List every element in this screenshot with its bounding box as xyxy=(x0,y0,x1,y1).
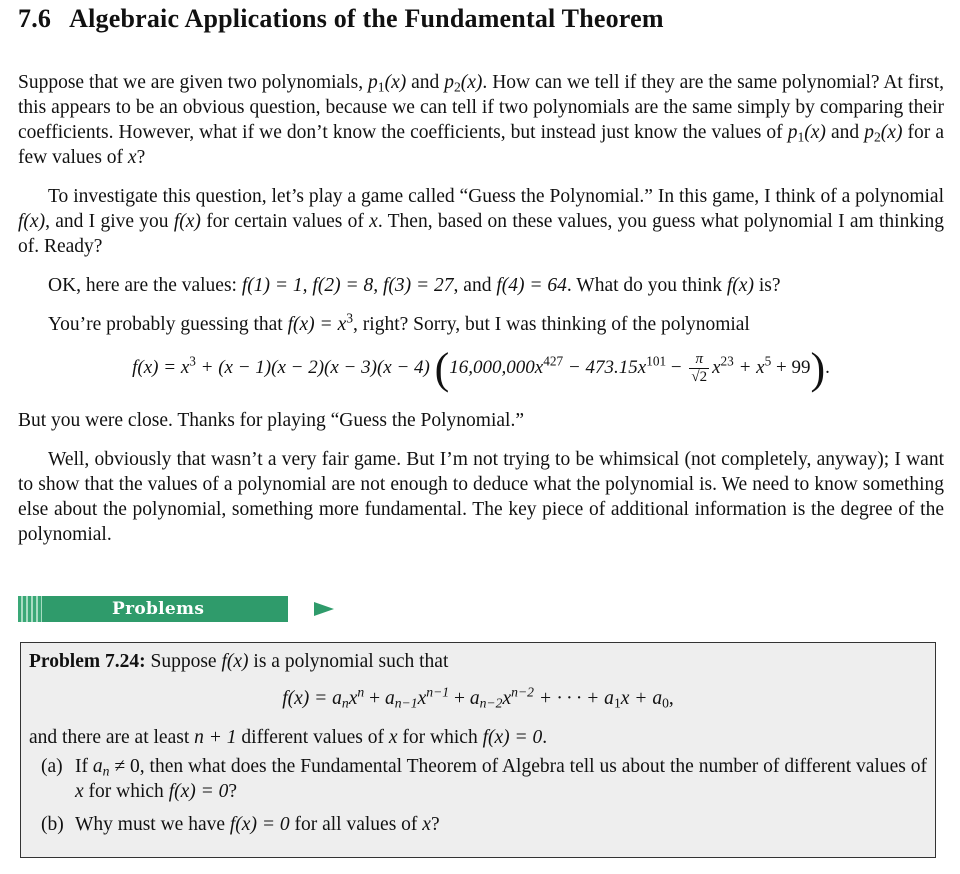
math-fx: f(x) xyxy=(726,275,754,296)
paragraph-close: But you were close. Thanks for playing “Guess the Polynomial.” xyxy=(18,410,525,431)
eq-sup: n xyxy=(357,684,365,700)
problem-equation: $f(x) = a_nx^n + a_{n-1}x^{n-1} + a_{n-2}x^{n-2}$ + · · · + $a_1x + a_0$, xyxy=(282,684,674,711)
text-run: ? xyxy=(430,814,440,835)
text-run: Suppose that we are given two polynomials, xyxy=(18,72,368,93)
eq-sub: n−1 xyxy=(394,695,418,711)
problem-condition xyxy=(29,725,927,750)
eq-sup: 23 xyxy=(720,353,734,369)
text-run: for certain values of xyxy=(200,211,370,232)
text-run: , and xyxy=(453,275,497,296)
eq-part: x xyxy=(712,356,721,378)
paragraph-degree: Well, obviously that wasn’t a very fair game. But I’m not trying to be whimsical (not completely, anyway); I want to show that the values of a polynomial are not enough to deduce what the polynomial is. We need to know something else about the polynomial, something more fundamental. The key piece of additional information is the degree of the polynomial. xyxy=(18,449,944,545)
math-n1: n + 1 xyxy=(194,727,237,748)
section-heading xyxy=(18,4,664,34)
problem-label: Problem 7.24: xyxy=(29,651,146,672)
eq-sup: 5 xyxy=(764,353,772,369)
text-run: is a polynomial such that xyxy=(248,651,449,672)
math-p: p xyxy=(864,122,874,143)
eq-sup: 3 xyxy=(189,353,196,369)
eq-sub: n xyxy=(341,695,349,711)
math-x: x xyxy=(127,147,137,168)
text-run: . xyxy=(542,727,548,748)
text-run: . Then, based on these values, you guess what polynomial I am thinking of. Ready? xyxy=(18,211,944,257)
problem-part-a xyxy=(29,754,927,804)
eq-part: . xyxy=(825,356,830,378)
eq-sup: 101 xyxy=(646,353,667,369)
part-text xyxy=(75,754,927,804)
eq-part: + (x − 1)(x − 2)(x − 3)(x − 4) xyxy=(195,356,430,378)
math-sub: 2 xyxy=(453,79,461,95)
eq-sub: 1 xyxy=(613,695,621,711)
eq-part: + · · · + a xyxy=(533,688,614,709)
math-fx: f(x) xyxy=(221,651,249,672)
text-run: and there are at least xyxy=(29,727,195,748)
math-x: x xyxy=(369,211,378,232)
right-paren-glyph: ) xyxy=(810,343,826,393)
math-arg: (x) xyxy=(880,122,903,143)
eq-part: x xyxy=(417,688,427,709)
text-run: and xyxy=(825,122,865,143)
eq-part: f(x) = x xyxy=(132,356,190,378)
eq-part: − 473.15x xyxy=(563,356,647,378)
eq-part: 16,000,000x xyxy=(449,356,544,378)
paragraph-intro xyxy=(18,70,944,170)
text-run: Why must we have xyxy=(75,814,230,835)
math-p: p xyxy=(787,122,798,143)
text-run: ≠ 0, then what does the Fundamental Theorem of Algebra tell us about the number of different values of xyxy=(109,756,927,777)
math-a: a xyxy=(92,756,103,777)
text-run: . How can we tell if they are the same polynomial? At first, this appears to be an obvious question, because we can tell if two polynomials are the same simply by comparing their coefficients. However, what if we don’t know the coefficients, but instead just know the values of xyxy=(18,72,945,143)
text-run: You’re probably guessing that xyxy=(48,314,288,335)
text-run: different values of xyxy=(236,727,389,748)
math-fx: f(x) xyxy=(18,211,46,232)
text-run: and xyxy=(406,72,445,93)
frac-num: π xyxy=(689,351,709,369)
section-title: Algebraic Applications of the Fundamental Theorem xyxy=(69,4,664,33)
eq-sub: 0 xyxy=(662,695,669,711)
math-x: x xyxy=(75,781,84,802)
eq-part: f(x) = a xyxy=(282,688,342,709)
math-x: x xyxy=(388,727,398,748)
text-run: ? xyxy=(136,147,146,168)
problem-part-b xyxy=(29,812,927,837)
eq-sub: n−2 xyxy=(479,695,503,711)
math-sub: 1 xyxy=(377,79,385,95)
banner-label: Problems xyxy=(42,596,288,622)
left-paren-glyph: ( xyxy=(434,343,450,393)
eq-sup: n−1 xyxy=(426,684,450,700)
math-sub: 1 xyxy=(797,129,805,145)
math-fx: f(x) xyxy=(173,211,201,232)
math-values: f(1) = 1, f(2) = 8, f(3) = 27 xyxy=(241,275,454,296)
text-run: is? xyxy=(753,275,781,296)
paragraph-guess xyxy=(18,312,944,337)
math-fx-zero: f(x) = 0 xyxy=(482,727,543,748)
text-run: for all values of xyxy=(289,814,423,835)
frac-den: √2 xyxy=(691,369,708,385)
text-run: for a few values of xyxy=(18,122,944,168)
math-x: x xyxy=(422,814,431,835)
pi-over-root2 xyxy=(689,351,709,386)
text-run: . What do you think xyxy=(566,275,727,296)
text-run: for which xyxy=(397,727,483,748)
eq-sup: 427 xyxy=(543,353,564,369)
body-text xyxy=(18,70,944,561)
banner-stripes xyxy=(18,596,42,622)
part-label: (b) xyxy=(41,814,64,835)
text-run: , and I give you xyxy=(45,211,174,232)
text-run: Suppose xyxy=(145,651,222,672)
text-run: , right? Sorry, but I was thinking of the polynomial xyxy=(353,314,750,335)
text-run: ? xyxy=(228,781,238,802)
math-guess: f(x) = x xyxy=(287,314,347,335)
text-run: To investigate this question, let’s play a game called “Guess the Polynomial.” In this game, I think of a polynomial xyxy=(48,186,944,207)
paragraph-values xyxy=(18,273,944,298)
text-run: OK, here are the values: xyxy=(48,275,242,296)
arrow-right-icon xyxy=(314,602,334,616)
math-sub: n xyxy=(102,763,110,779)
section-number: 7.6 xyxy=(18,4,52,33)
math-values: f(4) = 64 xyxy=(496,275,567,296)
display-equation xyxy=(18,343,944,393)
eq-part: + x xyxy=(733,356,765,378)
eq-part: + 99 xyxy=(771,356,811,378)
math-p: p xyxy=(368,72,378,93)
eq-part: x + a xyxy=(620,688,663,709)
math-sub: 2 xyxy=(873,129,881,145)
eq-sup: n−2 xyxy=(511,684,534,700)
math-fx-zero: f(x) = 0 xyxy=(229,814,290,835)
math-arg: (x) xyxy=(384,72,407,93)
eq-part: x xyxy=(502,688,512,709)
math-p: p xyxy=(444,72,454,93)
text-run: for which xyxy=(83,781,169,802)
eq-part: + xyxy=(364,688,385,709)
eq-part: , xyxy=(668,688,674,709)
math-arg: (x) xyxy=(804,122,826,143)
eq-part: + xyxy=(449,688,470,709)
math-fx-zero: f(x) = 0 xyxy=(168,781,229,802)
part-text xyxy=(75,812,927,837)
problem-intro xyxy=(29,649,927,674)
paragraph-game xyxy=(18,184,944,259)
text-run: If xyxy=(75,756,93,777)
eq-part: x xyxy=(348,688,358,709)
problems-banner xyxy=(18,596,318,622)
math-sup: 3 xyxy=(346,310,354,326)
math-arg: (x) xyxy=(460,72,483,93)
eq-part: − xyxy=(666,356,687,378)
part-label: (a) xyxy=(41,756,63,777)
problem-box xyxy=(20,642,936,858)
